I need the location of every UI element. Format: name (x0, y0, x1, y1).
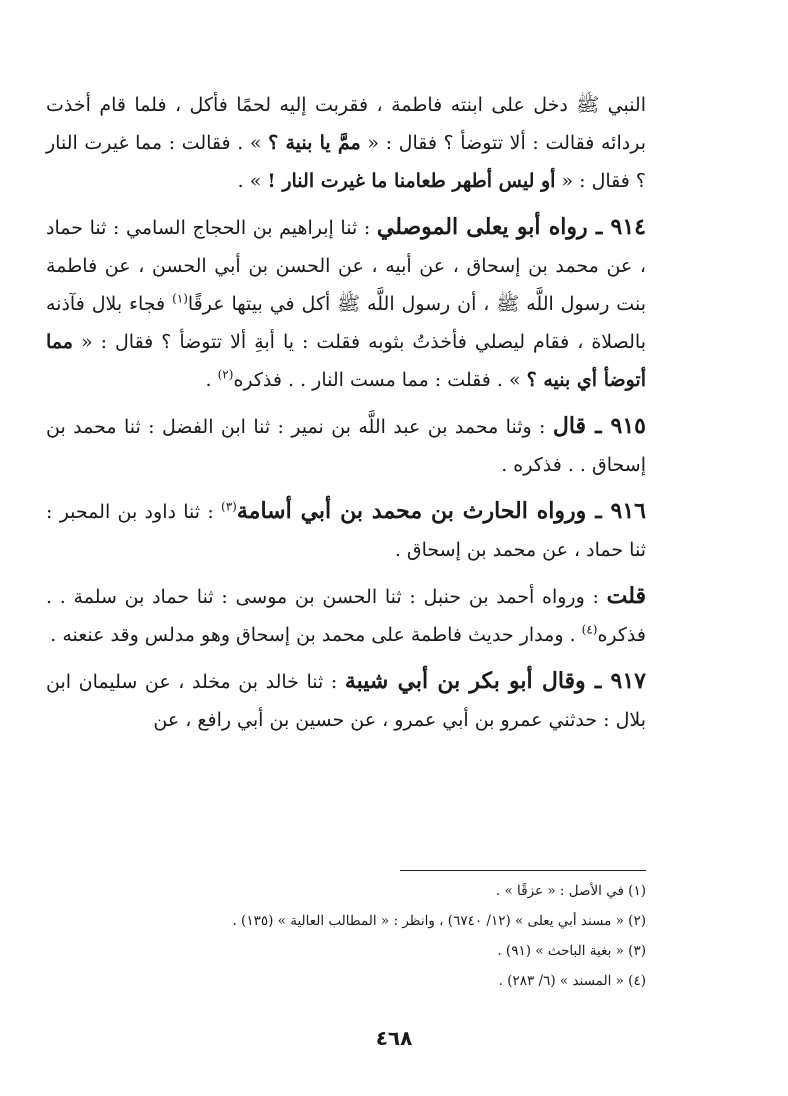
text-run: : ثنا خالد بن مخلد ، عن سليمان ابن بلال : حدثني عمرو بن أبي عمرو ، عن حسين بن أبي رافع ، عن (46, 671, 646, 731)
qult-heading: قلت (606, 583, 646, 609)
hadith-heading-917: ٩١٧ ـ وقال أبو بكر بن أبي شيبة (344, 668, 646, 694)
footnotes (46, 876, 646, 996)
text-run: . ومدار حديث فاطمة على محمد بن إسحاق وهو مدلس وقد عنعنه . (50, 624, 582, 646)
footnote-1: (١) في الأصل : « عزقًا » . (495, 883, 646, 899)
main-text (46, 86, 646, 739)
footnote-ref-4[interactable]: (٤) (581, 622, 598, 637)
hadith-heading-914: ٩١٤ ـ رواه أبو يعلى الموصلي (376, 214, 646, 240)
footnote-2: (٢) « مسند أبي يعلى » (١٢/ ٦٧٤٠) ، وانظر : « المطالب العالية » (١٣٥) . (232, 913, 646, 929)
paragraph-917 (46, 662, 646, 739)
hadith-heading-915: ٩١٥ ـ قال (552, 413, 646, 439)
text-run: : ثنا داود بن المحبر : ثنا حماد ، عن محمد بن إسحاق . (46, 501, 646, 561)
footnote-3: (٣) « بغية الباحث » (٩١) . (497, 943, 646, 959)
paragraph-qult (46, 577, 646, 654)
paragraph-continuation (46, 86, 646, 200)
paragraph-915 (46, 407, 646, 484)
footnote-divider (400, 870, 646, 871)
paragraph-914 (46, 208, 646, 399)
hadith-quote: ممَّ يا بنية ؟ (268, 132, 361, 154)
text-run: » . فقالت : مما غيرت النار ؟ فقال : « (46, 132, 646, 192)
text-run: : ثنا إبراهيم بن الحجاج السامي : ثنا حماد ، عن محمد بن إسحاق ، عن أبيه ، عن الحسن بن أبي الحسن ، عن فاطمة بنت رسول اللَّه ﷺ ، أن رسول اللَّه ﷺ أكل في بيتها عرقًا (46, 217, 646, 315)
page-number: ٤٦٨ (375, 1026, 413, 1050)
paragraph-916 (46, 492, 646, 569)
footnote-ref-3[interactable]: (٣) (221, 499, 237, 514)
hadith-quote: مما أتوضأ أي بنيه ؟ (46, 331, 646, 391)
text-run: . (205, 369, 218, 391)
text-run: » . فقلت : مما مست النار . . فذكره (233, 369, 527, 391)
footnote-ref-1[interactable]: (١) (172, 291, 188, 306)
footnote-ref-2[interactable]: (٢) (217, 367, 234, 382)
hadith-heading-916: ٩١٦ ـ ورواه الحارث بن محمد بن أبي أسامة (236, 498, 646, 524)
text-run: النبي ﷺ دخل على ابنته فاطمة ، فقربت إليه لحمًا فأكل ، فلما قام أخذت بردائه فقالت : ألا تتوضأ ؟ فقال : « (46, 94, 646, 154)
hadith-quote: أو ليس أطهر طعامنا ما غيرت النار ! (267, 170, 556, 192)
footnote-4: (٤) « المسند » (٦/ ٢٨٣) . (498, 973, 646, 989)
text-run: فجاء بلال فآذنه بالصلاة ، فقام ليصلي فأخذتُ بثوبه فقلت : يا أبةِ ألا تتوضأ ؟ فقال : « (46, 293, 646, 353)
text-run: : ورواه أحمد بن حنبل : ثنا الحسن بن موسى : ثنا حماد بن سلمة . . فذكره (46, 586, 646, 646)
text-run: » . (237, 170, 268, 192)
text-run: : وثنا محمد بن عبد اللَّه بن نمير : ثنا ابن الفضل : ثنا محمد بن إسحاق . . فذكره . (46, 416, 646, 476)
